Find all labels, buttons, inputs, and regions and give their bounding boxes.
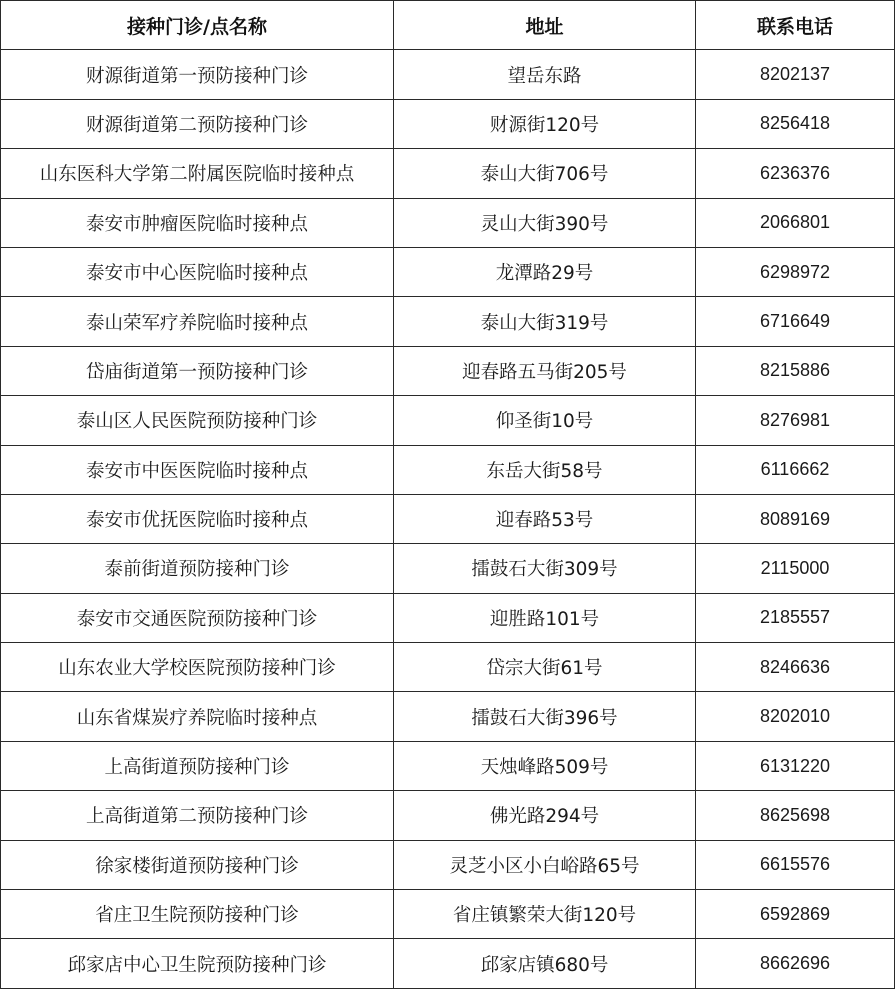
site-name-cell: 徐家楼街道预防接种门诊 [1, 840, 394, 889]
site-address-cell: 擂鼓石大街396号 [394, 692, 696, 741]
site-address-cell: 财源街120号 [394, 99, 696, 148]
column-header-address: 地址 [394, 1, 696, 50]
site-phone-cell: 8276981 [696, 396, 895, 445]
site-address-cell: 东岳大街58号 [394, 445, 696, 494]
site-name-cell: 财源街道第二预防接种门诊 [1, 99, 394, 148]
site-address-cell: 泰山大街706号 [394, 149, 696, 198]
site-address-cell: 邱家店镇680号 [394, 939, 696, 988]
site-phone-cell: 8215886 [696, 346, 895, 395]
site-name-cell: 山东医科大学第二附属医院临时接种点 [1, 149, 394, 198]
site-address-cell: 岱宗大街61号 [394, 643, 696, 692]
table-row [1, 890, 895, 939]
site-address-cell: 擂鼓石大街309号 [394, 544, 696, 593]
site-phone-cell: 8625698 [696, 791, 895, 840]
table-row [1, 445, 895, 494]
site-name-cell: 泰前街道预防接种门诊 [1, 544, 394, 593]
site-phone-cell: 8202010 [696, 692, 895, 741]
table-body [1, 50, 895, 988]
site-name-cell: 泰山区人民医院预防接种门诊 [1, 396, 394, 445]
site-name-cell: 邱家店中心卫生院预防接种门诊 [1, 939, 394, 988]
table-row [1, 297, 895, 346]
table-row [1, 840, 895, 889]
site-phone-cell: 8246636 [696, 643, 895, 692]
site-phone-cell: 6298972 [696, 247, 895, 296]
site-name-cell: 泰安市交通医院预防接种门诊 [1, 593, 394, 642]
site-address-cell: 仰圣街10号 [394, 396, 696, 445]
site-phone-cell: 6236376 [696, 149, 895, 198]
table-row [1, 494, 895, 543]
site-address-cell: 天烛峰路509号 [394, 741, 696, 790]
site-name-cell: 上高街道预防接种门诊 [1, 741, 394, 790]
site-phone-cell: 6592869 [696, 890, 895, 939]
site-phone-cell: 8662696 [696, 939, 895, 988]
site-phone-cell: 6615576 [696, 840, 895, 889]
site-phone-cell: 2185557 [696, 593, 895, 642]
site-name-cell: 山东农业大学校医院预防接种门诊 [1, 643, 394, 692]
table-row [1, 939, 895, 988]
site-phone-cell: 8256418 [696, 99, 895, 148]
site-name-cell: 泰安市肿瘤医院临时接种点 [1, 198, 394, 247]
table-row [1, 198, 895, 247]
site-address-cell: 省庄镇繁荣大街120号 [394, 890, 696, 939]
site-phone-cell: 8202137 [696, 50, 895, 99]
table-row [1, 692, 895, 741]
site-name-cell: 泰安市中医医院临时接种点 [1, 445, 394, 494]
site-address-cell: 望岳东路 [394, 50, 696, 99]
site-address-cell: 迎春路53号 [394, 494, 696, 543]
site-address-cell: 佛光路294号 [394, 791, 696, 840]
column-header-phone: 联系电话 [696, 1, 895, 50]
site-name-cell: 岱庙街道第一预防接种门诊 [1, 346, 394, 395]
site-phone-cell: 2066801 [696, 198, 895, 247]
table-row [1, 643, 895, 692]
table-row [1, 593, 895, 642]
table-header-row [1, 1, 895, 50]
site-name-cell: 上高街道第二预防接种门诊 [1, 791, 394, 840]
table-row [1, 149, 895, 198]
table-row [1, 741, 895, 790]
site-name-cell: 泰山荣军疗养院临时接种点 [1, 297, 394, 346]
table-row [1, 50, 895, 99]
site-address-cell: 泰山大街319号 [394, 297, 696, 346]
table-row [1, 544, 895, 593]
site-address-cell: 迎春路五马街205号 [394, 346, 696, 395]
site-phone-cell: 2115000 [696, 544, 895, 593]
site-name-cell: 山东省煤炭疗养院临时接种点 [1, 692, 394, 741]
site-phone-cell: 8089169 [696, 494, 895, 543]
site-name-cell: 泰安市优抚医院临时接种点 [1, 494, 394, 543]
site-name-cell: 财源街道第一预防接种门诊 [1, 50, 394, 99]
table-row [1, 396, 895, 445]
site-name-cell: 省庄卫生院预防接种门诊 [1, 890, 394, 939]
table-row [1, 99, 895, 148]
site-phone-cell: 6116662 [696, 445, 895, 494]
site-phone-cell: 6131220 [696, 741, 895, 790]
table-row [1, 346, 895, 395]
site-address-cell: 灵山大街390号 [394, 198, 696, 247]
table-row [1, 791, 895, 840]
site-address-cell: 迎胜路101号 [394, 593, 696, 642]
site-address-cell: 龙潭路29号 [394, 247, 696, 296]
site-address-cell: 灵芝小区小白峪路65号 [394, 840, 696, 889]
site-name-cell: 泰安市中心医院临时接种点 [1, 247, 394, 296]
column-header-name: 接种门诊/点名称 [1, 1, 394, 50]
table-row [1, 247, 895, 296]
site-phone-cell: 6716649 [696, 297, 895, 346]
